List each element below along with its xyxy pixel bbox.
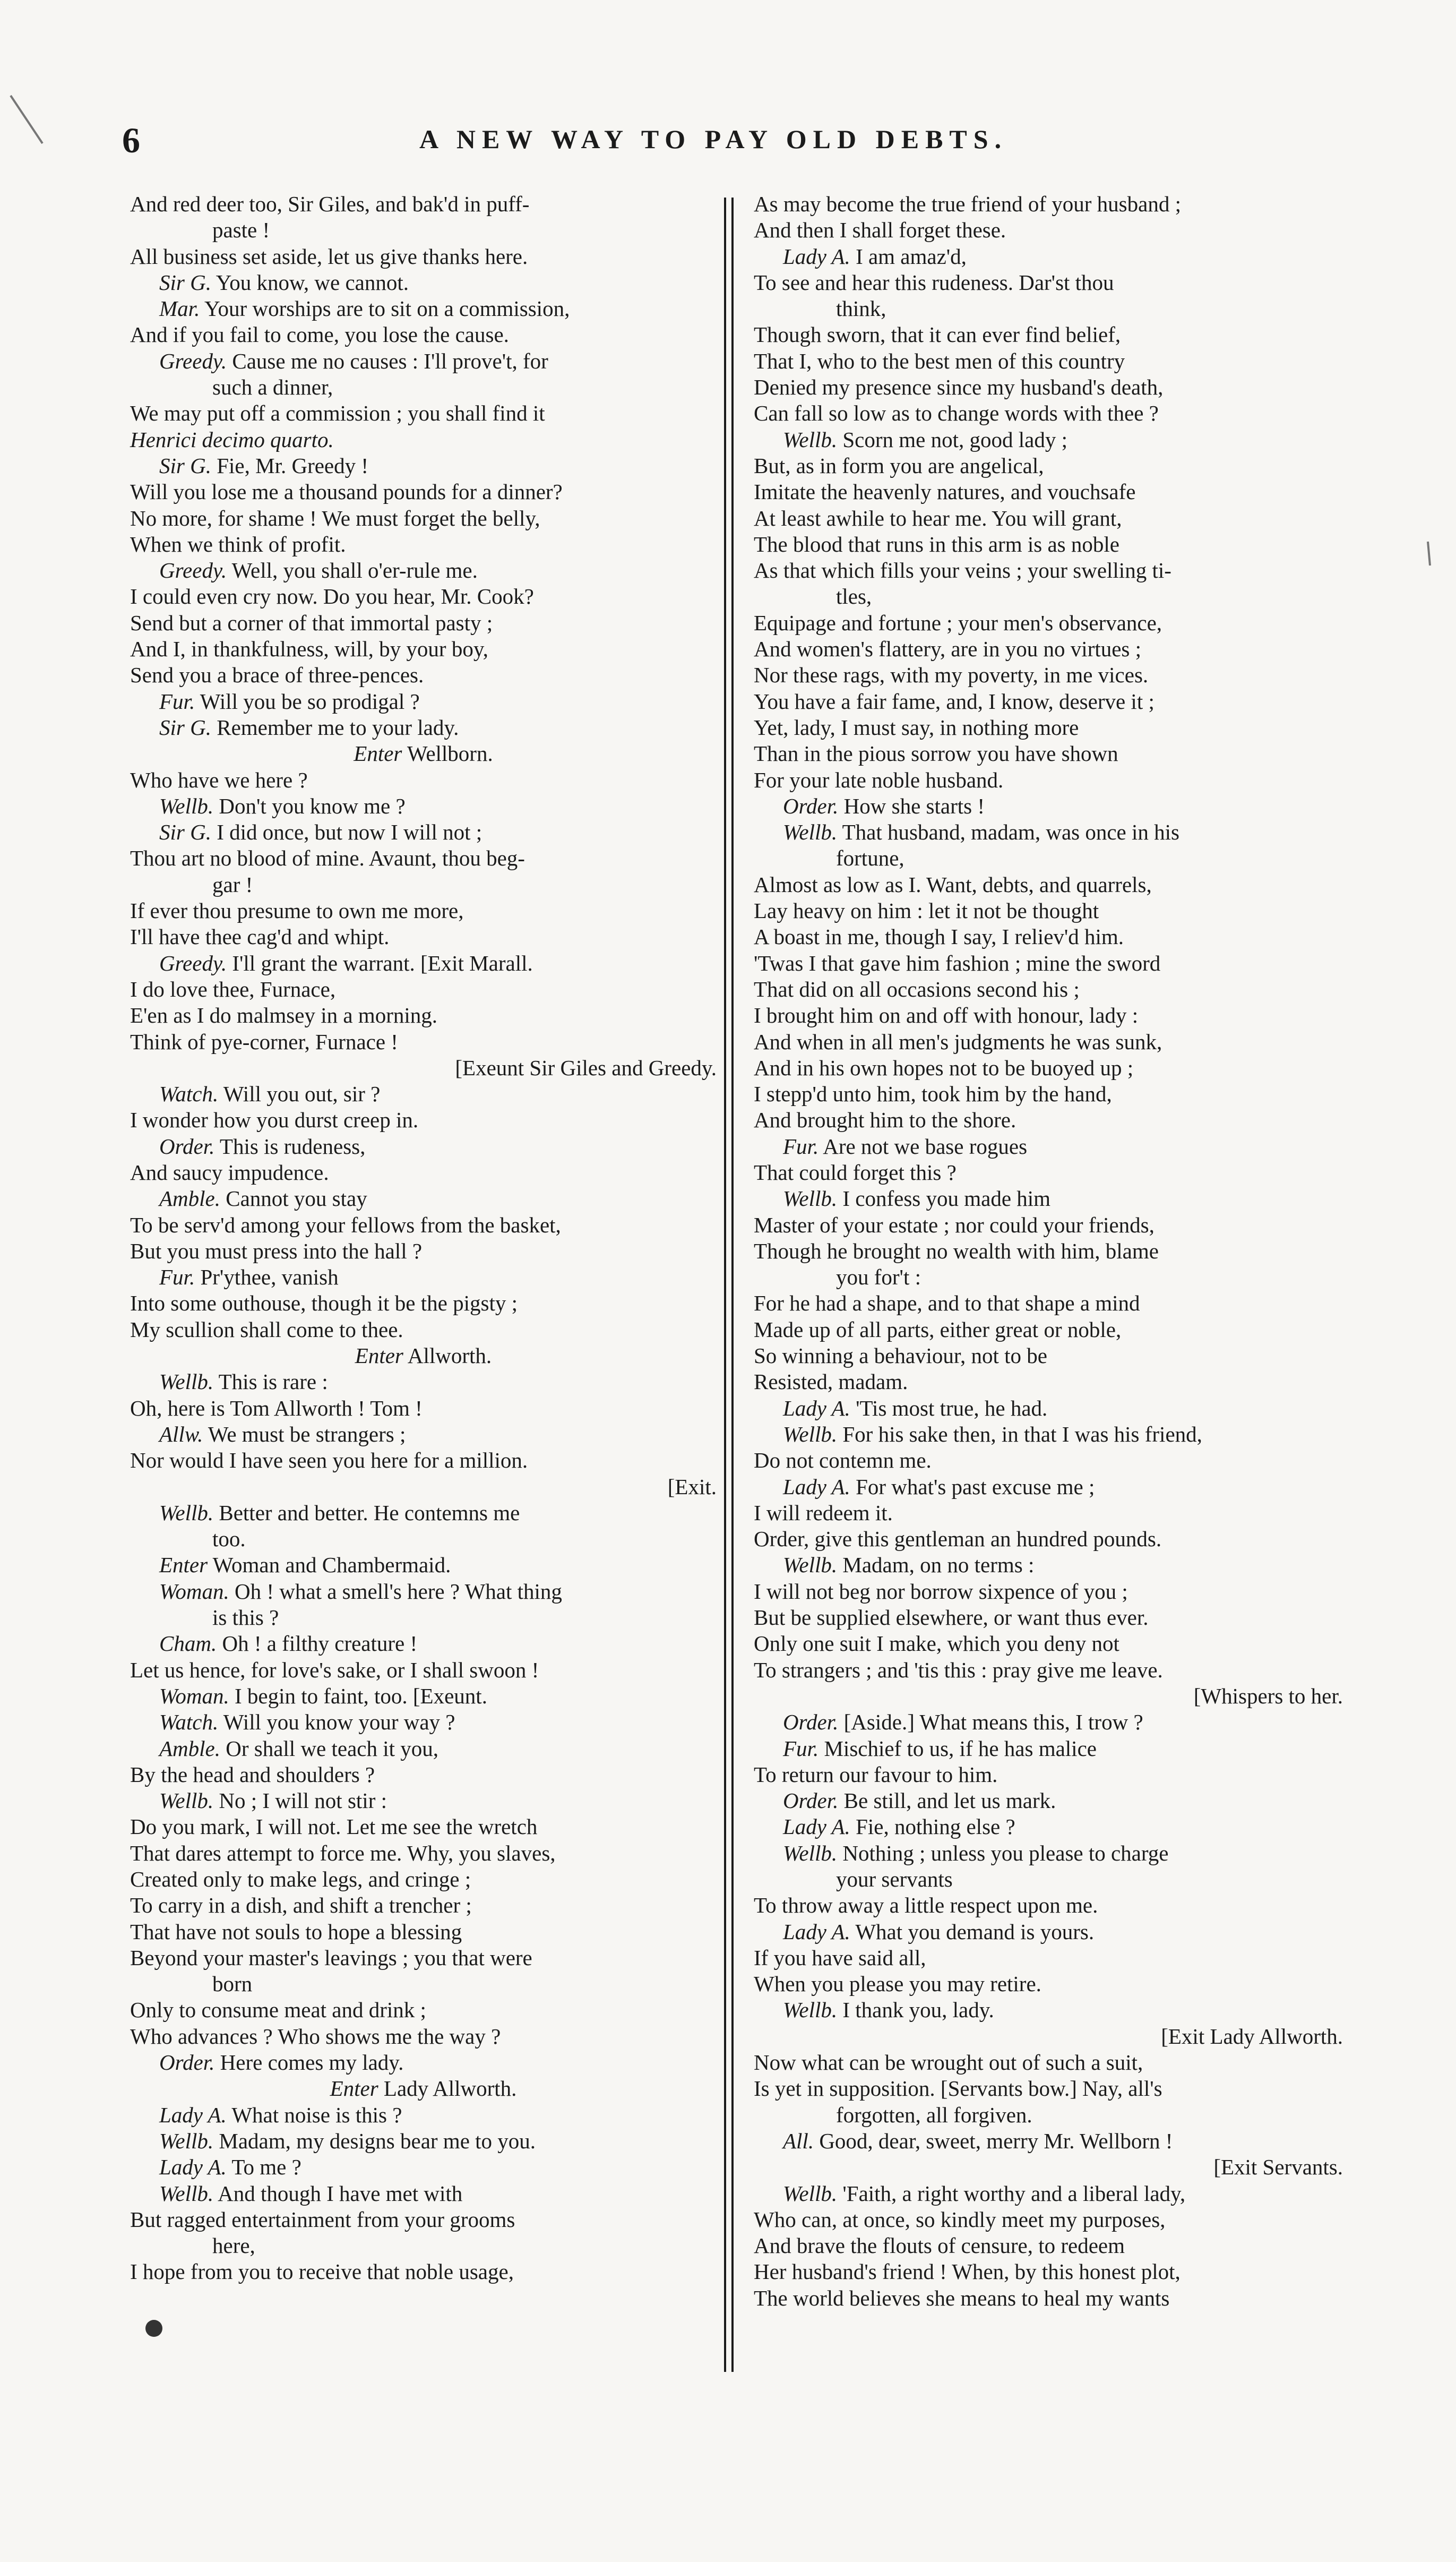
line-text: I do love thee, Furnace, [130, 976, 336, 1001]
line-text: Almost as low as I. Want, debts, and quarrels, [754, 872, 1152, 897]
speaker-name: Amble. [159, 1736, 220, 1761]
speaker-name: Mar. [159, 296, 200, 321]
line-text: Allworth. [403, 1343, 492, 1368]
speaker-name: Greedy. [159, 348, 227, 373]
speaker-name: Lady A. [783, 1395, 850, 1420]
line-text: I confess you made him [837, 1186, 1051, 1211]
line-text: The blood that runs in this arm is as noble [754, 532, 1119, 556]
line-text: I'll grant the warrant. [Exit Marall. [227, 950, 533, 975]
line-text: Than in the pious sorrow you have shown [754, 741, 1118, 766]
line-text: You know, we cannot. [211, 270, 409, 295]
line-text: Who advances ? Who shows me the way ? [130, 2024, 501, 2049]
line-text: This is rare : [213, 1369, 328, 1394]
line-text: To strangers ; and 'tis this : pray give me leave. [754, 1657, 1163, 1682]
line-text: When we think of profit. [130, 532, 346, 556]
line-text: No more, for shame ! We must forget the belly, [130, 505, 540, 530]
line-text: Though he brought no wealth with him, blame [754, 1238, 1159, 1263]
speaker-name: Wellb. [783, 2181, 838, 2206]
line-text: I begin to faint, too. [Exeunt. [229, 1683, 487, 1708]
line-text: Only one suit I make, which you deny not [754, 1631, 1119, 1656]
line-text: All business set aside, let us give thanks here. [130, 244, 528, 269]
speaker-name: Watch. [159, 1710, 219, 1735]
line-text: Will you know your way ? [218, 1710, 455, 1735]
line-text: 'Faith, a right worthy and a liberal lady, [837, 2181, 1186, 2206]
line-text: And brave the flouts of censure, to redeem [754, 2233, 1125, 2258]
line-text: A boast in me, though I say, I reliev'd him. [754, 924, 1124, 949]
speaker-name: Wellb. [159, 2128, 214, 2153]
line-text: fortune, [836, 846, 904, 871]
line-text: And saucy impudence. [130, 1160, 329, 1185]
line-text: Wellborn. [402, 741, 493, 766]
line-text: Woman and Chambermaid. [208, 1553, 451, 1578]
speaker-name: Wellb. [783, 1421, 838, 1446]
line-text: If you have said all, [754, 1945, 926, 1970]
speaker-name: Fur. [783, 1134, 819, 1159]
line-text: Let us hence, for love's sake, or I shall swoon ! [130, 1657, 539, 1682]
line-text: To throw away a little respect upon me. [754, 1893, 1098, 1918]
speaker-name: Wellb. [159, 2181, 214, 2206]
speaker-name: Order. [783, 1710, 839, 1735]
line-text: gar ! [212, 872, 253, 897]
speaker-name: Lady A. [783, 1814, 850, 1839]
line-text: Oh ! a filthy creature ! [217, 1631, 418, 1656]
line-text: Yet, lady, I must say, in nothing more [754, 715, 1079, 740]
stage-direction-word: Henrici decimo quarto. [130, 427, 334, 452]
line-text: Beyond your master's leavings ; you that were [130, 1945, 532, 1970]
line-text: Created only to make legs, and cringe ; [130, 1867, 471, 1891]
line-text: I could even cry now. Do you hear, Mr. Cook? [130, 584, 534, 609]
speaker-name: Lady A. [159, 2155, 227, 2180]
line-text: Oh, here is Tom Allworth ! Tom ! [130, 1395, 423, 1420]
line-text: [Exit Lady Allworth. [1161, 2024, 1343, 2049]
speaker-name: Order. [783, 1788, 839, 1813]
line-text: Madam, my designs bear me to you. [213, 2128, 536, 2153]
line-text: I will not beg nor borrow sixpence of you ; [754, 1579, 1128, 1604]
speaker-name: Lady A. [783, 1474, 850, 1499]
speaker-name: All. [783, 2128, 814, 2153]
line-text: That did on all occasions second his ; [754, 976, 1080, 1001]
line-text: Nor would I have seen you here for a million. [130, 1448, 528, 1473]
speaker-name: Fur. [159, 689, 195, 714]
line-text: Lady Allworth. [378, 2076, 517, 2101]
line-text: But ragged entertainment from your grooms [130, 2207, 515, 2232]
line-text: And when in all men's judgments he was sunk, [754, 1029, 1162, 1054]
speaker-name: Sir G. [159, 270, 211, 295]
speaker-name: Watch. [159, 1082, 219, 1107]
line-text: [Exit. [667, 1474, 717, 1499]
line-text: Lay heavy on him : let it not be thought [754, 898, 1099, 923]
line-text: Order, give this gentleman an hundred pounds. [754, 1527, 1162, 1552]
line-text: That husband, madam, was once in his [837, 820, 1179, 845]
speaker-name: Wellb. [783, 1998, 838, 2023]
line-text: Her husband's friend ! When, by this honest plot, [754, 2259, 1181, 2284]
line-text: I will redeem it. [754, 1500, 893, 1525]
speaker-name: Sir G. [159, 453, 211, 478]
line-text: By the head and shoulders ? [130, 1762, 375, 1787]
line-text: I brought him on and off with honour, lady : [754, 1003, 1139, 1028]
speaker-name: Wellb. [783, 820, 838, 845]
line-text: That have not souls to hope a blessing [130, 1919, 462, 1944]
line-text: here, [212, 2233, 255, 2258]
speaker-name: Lady A. [159, 2102, 227, 2127]
line-text: Send but a corner of that immortal pasty ; [130, 610, 493, 635]
line-text: To return our favour to him. [754, 1762, 998, 1787]
line-text: Pr'ythee, vanish [195, 1265, 339, 1290]
line-text: What you demand is yours. [850, 1919, 1095, 1944]
line-text: E'en as I do malmsey in a morning. [130, 1003, 437, 1028]
line-text: That dares attempt to force me. Why, you slaves, [130, 1840, 556, 1865]
line-text: Send you a brace of three-pences. [130, 663, 424, 688]
line-text: Oh ! what a smell's here ? What thing [229, 1579, 562, 1604]
line-text: Cause me no causes : I'll prove't, for [227, 348, 548, 373]
speaker-name: Sir G. [159, 715, 211, 740]
line-text: Now what can be wrought out of such a suit, [754, 2050, 1143, 2075]
speaker-name: Sir G. [159, 820, 211, 845]
line-text: Made up of all parts, either great or noble, [754, 1317, 1122, 1342]
speaker-name: Lady A. [783, 244, 850, 269]
line-text: Who have we here ? [130, 767, 308, 792]
stage-direction-word: Enter [159, 1553, 208, 1578]
line-text: And if you fail to come, you lose the cause. [130, 322, 509, 347]
line-text: But, as in form you are angelical, [754, 453, 1044, 478]
line-text: 'Tis most true, he had. [850, 1395, 1048, 1420]
speaker-name: Wellb. [783, 1186, 838, 1211]
line-text: My scullion shall come to thee. [130, 1317, 403, 1342]
line-text: 'Twas I that gave him fashion ; mine the sword [754, 950, 1161, 975]
line-text: The world believes she means to heal my wants [754, 2285, 1170, 2310]
line-text: Do you mark, I will not. Let me see the wretch [130, 1814, 538, 1839]
line-text: This is rudeness, [214, 1134, 366, 1159]
line-text: you for't : [836, 1265, 921, 1290]
line-text: So winning a behaviour, not to be [754, 1343, 1047, 1368]
speaker-name: Woman. [159, 1683, 229, 1708]
speaker-name: Amble. [159, 1186, 220, 1211]
line-text: And women's flattery, are in you no virtues ; [754, 637, 1142, 662]
stage-direction-word: Enter [355, 1343, 403, 1368]
line-text: I hope from you to receive that noble usage, [130, 2259, 514, 2284]
line-text: And then I shall forget these. [754, 218, 1006, 243]
line-text: I wonder how you durst creep in. [130, 1108, 419, 1133]
line-text: Is yet in supposition. [Servants bow.] Nay, all's [754, 2076, 1162, 2101]
line-text: Nor these rags, with my poverty, in me vices. [754, 663, 1149, 688]
line-text: That could forget this ? [754, 1160, 957, 1185]
line-text: I thank you, lady. [837, 1998, 994, 2023]
line-text: Equipage and fortune ; your men's observance, [754, 610, 1162, 635]
speaker-name: Cham. [159, 1631, 217, 1656]
line-text: forgotten, all forgiven. [836, 2102, 1032, 2127]
line-text: born [212, 1972, 253, 1997]
page-number: 6 [122, 120, 140, 160]
line-text: Think of pye-corner, Furnace ! [130, 1029, 398, 1054]
line-text: Fie, Mr. Greedy ! [211, 453, 369, 478]
speaker-name: Wellb. [159, 1788, 214, 1813]
line-text: Cannot you stay [220, 1186, 367, 1211]
line-text: Nothing ; unless you please to charge [837, 1840, 1169, 1865]
line-text: I did once, but now I will not ; [211, 820, 483, 845]
line-text: You have a fair fame, and, I know, deserve it ; [754, 689, 1155, 714]
line-text: To me ? [226, 2155, 301, 2180]
line-text: Into some outhouse, though it be the pigsty ; [130, 1291, 518, 1316]
speaker-name: Order. [159, 1134, 215, 1159]
line-text: And brought him to the shore. [754, 1108, 1016, 1133]
speaker-name: Woman. [159, 1579, 229, 1604]
line-text: Here comes my lady. [214, 2050, 404, 2075]
line-text: But be supplied elsewhere, or want thus ever. [754, 1605, 1149, 1630]
line-text: [Exeunt Sir Giles and Greedy. [455, 1055, 717, 1080]
line-text: I stepp'd unto him, took him by the hand, [754, 1082, 1112, 1107]
speaker-name: Wellb. [783, 427, 838, 452]
line-text: Denied my presence since my husband's death, [754, 375, 1164, 400]
line-text: Who can, at once, so kindly meet my purposes, [754, 2207, 1166, 2232]
line-text: Or shall we teach it you, [220, 1736, 439, 1761]
line-text: Though sworn, that it can ever find belief, [754, 322, 1121, 347]
speaker-name: Wellb. [783, 1840, 838, 1865]
line-text: is this ? [212, 1605, 279, 1630]
line-text: We may put off a commission ; you shall find it [130, 401, 545, 426]
line-text: For he had a shape, and to that shape a mind [754, 1291, 1140, 1316]
line-text: Will you lose me a thousand pounds for a dinner? [130, 479, 563, 504]
speaker-name: Wellb. [159, 1369, 214, 1394]
line-text: Mischief to us, if he has malice [819, 1736, 1097, 1761]
line-text: For what's past excuse me ; [850, 1474, 1095, 1499]
line-text: To carry in a dish, and shift a trencher ; [130, 1893, 472, 1918]
line-text: think, [836, 296, 886, 321]
line-text: Are not we base rogues [819, 1134, 1028, 1159]
speaker-name: Allw. [159, 1421, 203, 1446]
line-text: For your late noble husband. [754, 767, 1004, 792]
line-text: tles, [836, 584, 872, 609]
line-text: And in his own hopes not to be buoyed up ; [754, 1055, 1134, 1080]
line-text: I'll have thee cag'd and whipt. [130, 924, 390, 949]
line-text: Scorn me not, good lady ; [837, 427, 1067, 452]
ink-blot [145, 2320, 162, 2337]
line-text: And red deer too, Sir Giles, and bak'd in puff- [130, 192, 530, 216]
line-text: What noise is this ? [226, 2102, 402, 2127]
stage-direction-word: Enter [354, 741, 402, 766]
speaker-name: Order. [159, 2050, 215, 2075]
line-text: Good, dear, sweet, merry Mr. Wellborn ! [814, 2128, 1173, 2153]
speaker-name: Greedy. [159, 950, 227, 975]
speaker-name: Wellb. [159, 793, 214, 818]
line-text: Remember me to your lady. [211, 715, 459, 740]
speaker-name: Greedy. [159, 558, 227, 583]
line-text: Better and better. He contemns me [213, 1500, 520, 1525]
line-text: Madam, on no terms : [837, 1553, 1035, 1578]
speaker-name: Order. [783, 793, 839, 818]
line-text: To be serv'd among your fellows from the basket, [130, 1212, 561, 1237]
line-text: too. [212, 1527, 246, 1552]
line-text: But you must press into the hall ? [130, 1238, 423, 1263]
speaker-name: Fur. [159, 1265, 195, 1290]
line-text: That I, who to the best men of this country [754, 348, 1125, 373]
line-text: Master of your estate ; nor could your friends, [754, 1212, 1155, 1237]
line-text: [Aside.] What means this, I trow ? [838, 1710, 1143, 1735]
line-text: And though I have met with [213, 2181, 463, 2206]
line-text: [Whispers to her. [1193, 1683, 1343, 1708]
line-text: If ever thou presume to own me more, [130, 898, 464, 923]
line-text: Don't you know me ? [213, 793, 406, 818]
line-text: paste ! [212, 218, 270, 243]
running-title: A NEW WAY TO PAY OLD DEBTS. [419, 124, 1008, 154]
line-text: Can fall so low as to change words with thee ? [754, 401, 1159, 426]
scan-mark-stroke [1428, 542, 1430, 565]
line-text: When you please you may retire. [754, 1972, 1041, 1997]
line-text: We must be strangers ; [203, 1421, 406, 1446]
speaker-name: Lady A. [783, 1919, 850, 1944]
line-text: Your worships are to sit on a commission, [200, 296, 570, 321]
line-text: I am amaz'd, [850, 244, 967, 269]
line-text: As may become the true friend of your husband ; [754, 192, 1181, 216]
line-text: For his sake then, in that I was his friend, [837, 1421, 1202, 1446]
speaker-name: Wellb. [783, 1553, 838, 1578]
line-text: Be still, and let us mark. [838, 1788, 1056, 1813]
line-text: Will you be so prodigal ? [195, 689, 420, 714]
stage-direction-word: Enter [330, 2076, 378, 2101]
line-text: As that which fills your veins ; your swelling ti- [754, 558, 1171, 583]
line-text: No ; I will not stir : [213, 1788, 387, 1813]
line-text: Do not contemn me. [754, 1448, 932, 1473]
line-text: How she starts ! [838, 793, 985, 818]
line-text: Well, you shall o'er-rule me. [227, 558, 478, 583]
scan-mark-stroke [11, 96, 42, 143]
speaker-name: Fur. [783, 1736, 819, 1761]
line-text: such a dinner, [212, 375, 333, 400]
line-text: Thou art no blood of mine. Avaunt, thou beg- [130, 846, 525, 871]
line-text: Fie, nothing else ? [850, 1814, 1015, 1839]
line-text: Imitate the heavenly natures, and vouchsafe [754, 479, 1136, 504]
line-text: And I, in thankfulness, will, by your boy, [130, 637, 488, 662]
line-text: To see and hear this rudeness. Dar'st thou [754, 270, 1114, 295]
line-text: Will you out, sir ? [218, 1082, 381, 1107]
line-text: Resisted, madam. [754, 1369, 908, 1394]
speaker-name: Wellb. [159, 1500, 214, 1525]
line-text: Only to consume meat and drink ; [130, 1998, 426, 2023]
line-text: [Exit Servants. [1213, 2155, 1343, 2180]
line-text: your servants [836, 1867, 953, 1891]
line-text: At least awhile to hear me. You will grant, [754, 505, 1122, 530]
